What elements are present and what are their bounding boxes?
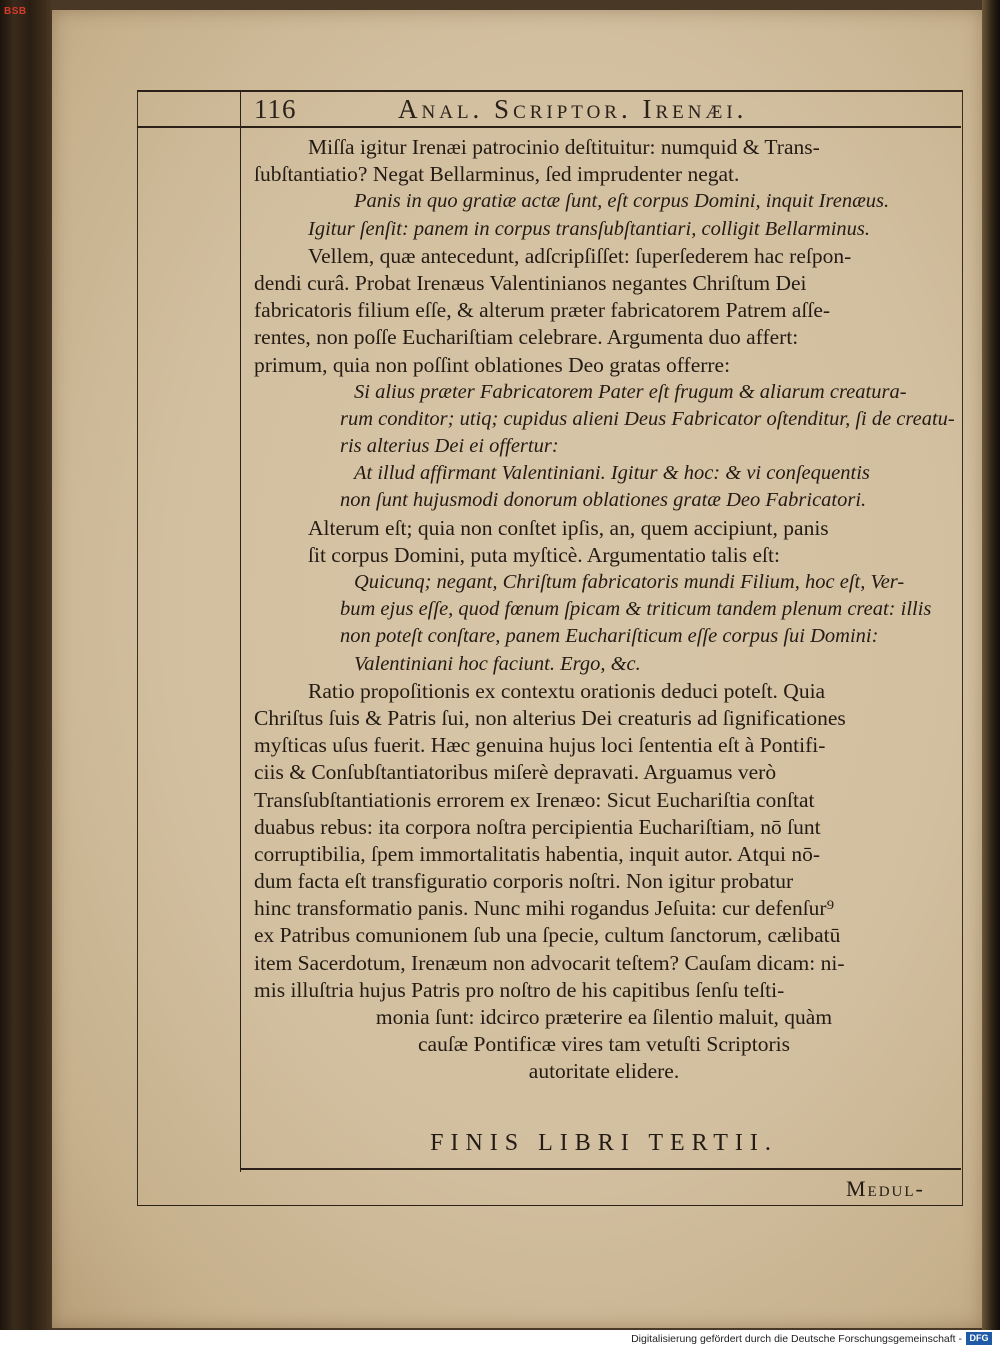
text-line: At illud affirmant Valentiniani. Igitur & hoc: & vi conſequentis [354, 462, 870, 485]
text-line: Igitur ſenſit: panem in corpus transſubſtantiari, colligit Bellarminus. [308, 217, 871, 240]
text-line: Chriſtus ſuis & Patris ſui, non alterius Dei creaturis ad ſignificationes [254, 705, 846, 730]
text-line: duabus rebus: ita corpora noſtra percipientia Euchariſtiam, nō ſunt [254, 814, 821, 839]
text-line: hinc transformatio panis. Nunc mihi rogandus Jeſuita: cur defenſur⁹ [254, 896, 835, 921]
text-line: ciis & Conſubſtantiatoribus miſerè depravati. Arguamus verò [254, 760, 777, 785]
text-line: ſubſtantiatio? Negat Bellarminus, ſed imprudenter negat. [254, 162, 740, 187]
funding-credit: Digitalisierung gefördert durch die Deutsche Forschungsgemeinschaft - [631, 1333, 962, 1345]
footer-rule [240, 1168, 961, 1170]
text-line: Miſſa igitur Irenæi patrocinio deſtituitur: numquid & Trans- [308, 135, 820, 159]
text-line: autoritate elidere. [528, 1059, 680, 1084]
text-line: fabricatoris filium eſſe, & alterum præter fabricatorem Patrem aſſe- [254, 298, 831, 323]
text-line: cauſæ Pontificæ vires tam vetuſti Scriptoris [417, 1032, 791, 1057]
running-title: Anal. Scriptor. Irenæi. [398, 94, 748, 124]
bsb-logo: BSB [4, 6, 27, 17]
text-line: Vellem, quæ antecedunt, adſcripſiſſet: ſuperſederem hac reſpon- [308, 243, 852, 268]
page-number: 116 [254, 94, 297, 124]
text-line: Panis in quo gratiæ actæ ſunt, eſt corpus Domini, inquit Irenæus. [354, 190, 890, 213]
catchword: Medul- [846, 1176, 925, 1201]
text-line: monia ſunt: idcirco præterire ea ſilentio maluit, quàm [375, 1005, 833, 1029]
text-line: non poteſt conſtare, panem Euchariſticum eſſe corpus ſui Domini: [340, 625, 879, 648]
text-line: Alterum eſt; quia non conſtet ipſis, an, quem accipiunt, panis [308, 515, 829, 540]
text-line: primum, quia non poſſint oblationes Deo gratas offerre: [254, 352, 731, 377]
text-line: ſit corpus Domini, puta myſticè. Argumentatio talis eſt: [308, 542, 780, 567]
text-line: corruptibilia, ſpem immortalitatis habentia, inquit autor. Atqui nō- [254, 841, 821, 866]
text-line: item Sacerdotum, Irenæum non advocarit teſtem? Cauſam dicam: ni- [254, 950, 845, 975]
page-edge [982, 0, 1000, 1330]
inner-left-rule [240, 92, 241, 1172]
text-line: bum ejus eſſe, quod fœnum ſpicam & triticum tandem plenum creat: illis [340, 598, 932, 621]
text-line: Transſubſtantiationis errorem ex Irenæo: Sicut Euchariſtia conſtat [254, 787, 815, 812]
text-line: Valentiniani hoc faciunt. Ergo, &c. [354, 652, 641, 675]
text-line: ris alterius Dei ei offertur: [340, 435, 559, 458]
body-text [254, 134, 954, 1086]
text-line: dendi curâ. Probat Irenæus Valentinianos negantes Chriſtum Dei [254, 270, 807, 295]
text-line: Ratio propoſitionis ex contextu orationis deduci poteſt. Quia [308, 678, 826, 703]
closing-line: FINIS LIBRI TERTII. [430, 1130, 778, 1156]
text-line: dum facta eſt transfiguratio corporis noſtri. Non igitur probatur [254, 869, 794, 894]
text-line: rum conditor; utiq; cupidus alieni Deus Fabricator oſtenditur, ſi de creatu- [340, 407, 955, 430]
text-line: mis illuſtria hujus Patris pro noſtro de his capitibus ſenſu teſti- [254, 977, 785, 1002]
text-line: non ſunt hujusmodi donorum oblationes gratæ Deo Fabricatori. [340, 489, 867, 512]
text-line: rentes, non poſſe Euchariſtiam celebrare. Argumenta duo affert: [254, 325, 799, 350]
text-line: Si alius præter Fabricatorem Pater eſt frugum & aliarum creatura- [354, 380, 907, 403]
header-rule [137, 126, 961, 128]
text-line: myſticas uſus fuerit. Hæc genuina hujus loci ſententia eſt à Pontifi- [254, 733, 826, 758]
text-line: Quicunq; negant, Chriſtum fabricatoris mundi Filium, hoc eſt, Ver- [354, 571, 905, 593]
dfg-logo: DFG [966, 1332, 992, 1345]
text-line: ex Patribus comunionem ſub una ſpecie, cultum ſanctorum, cælibatū [254, 923, 841, 948]
